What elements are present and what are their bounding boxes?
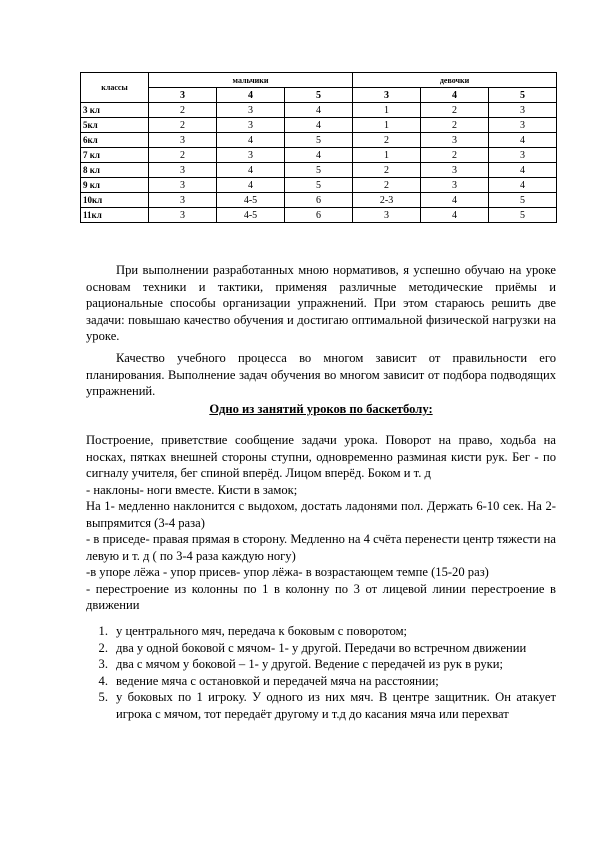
classes-header: классы — [81, 73, 149, 103]
table-cell: 5 — [489, 193, 557, 208]
item-number: 4. — [98, 673, 108, 688]
table-cell: 3 — [421, 133, 489, 148]
table-cell: 3 — [489, 148, 557, 163]
table-header-row — [81, 73, 557, 88]
item-number: 3. — [98, 657, 108, 671]
table-cell: 5 — [285, 163, 353, 178]
list-item — [86, 640, 556, 657]
table-cell: 6 — [285, 208, 353, 223]
table-row — [81, 208, 557, 223]
table-cell: 3 — [149, 178, 217, 193]
paragraph-quality: Качество учебного процесса во многом зависит от правильности его планирования. Выполнение задач обучения во многом зависит от подбора подводящих упражнений. — [86, 351, 556, 398]
item-text: у боковых по 1 игроку. У одного из них мяч. В центре защитник. Он атакует игрока с мячом, тот передаёт другому и т.д до касания мяча или перехват — [116, 690, 556, 721]
table-cell: 3 — [149, 163, 217, 178]
table-cell: 4 — [217, 133, 285, 148]
table-cell: 4-5 — [217, 193, 285, 208]
table-cell: 2 — [353, 133, 421, 148]
grade-header: 3 — [353, 88, 421, 103]
item-text: у центрального мяч, передача к боковым с поворотом; — [116, 624, 408, 638]
lesson-body — [86, 432, 556, 614]
item-text: два с мячом у боковой – 1- у другой. Ведение с передачей из рук в руки; — [116, 657, 504, 671]
table-body — [81, 103, 557, 223]
boys-header: мальчики — [149, 73, 353, 88]
list-item — [86, 673, 556, 690]
paragraph-intro: При выполнении разработанных мною нормативов, я успешно обучаю на уроке основам техники и тактики, применяя различные методические приёмы и рациональные способы организации упражнений. При этом стараюсь решить две задачи: повышаю качество обучения и достигаю оптимальной физической нагрузки на уроке. — [86, 263, 556, 343]
table-cell: 5 — [489, 208, 557, 223]
row-label: 3 кл — [81, 103, 149, 118]
lesson-line: -в упоре лёжа - упор присев- упор лёжа- в возрастающем темпе (15-20 раз) — [86, 565, 489, 579]
table-cell: 2 — [149, 148, 217, 163]
list-item — [86, 656, 556, 673]
table-cell: 3 — [489, 118, 557, 133]
table-cell: 3 — [217, 118, 285, 133]
table-cell: 1 — [353, 103, 421, 118]
table-row — [81, 148, 557, 163]
table-cell: 2 — [353, 163, 421, 178]
norms-table — [80, 72, 557, 223]
item-number: 2. — [98, 640, 108, 655]
item-number: 1. — [98, 624, 108, 638]
table-row — [81, 133, 557, 148]
table-cell: 4 — [285, 148, 353, 163]
row-label: 6кл — [81, 133, 149, 148]
table-cell: 2 — [149, 103, 217, 118]
table-row — [81, 193, 557, 208]
row-label: 8 кл — [81, 163, 149, 178]
table-cell: 3 — [149, 193, 217, 208]
table-cell: 3 — [421, 178, 489, 193]
lesson-heading: Одно из занятий уроков по баскетболу: — [209, 402, 433, 416]
item-text: два у одной боковой с мячом- 1- у другой. Передачи во встречном движении — [116, 640, 527, 655]
lesson-line: Построение, приветствие сообщение задачи урока. Поворот на право, ходьба на носках, пятках внешней стороны ступни, одновременно разминая кисти рук. Бег - по сигналу учителя, бег спиной вперёд. Лицом вперёд. Боком и т. д — [86, 433, 556, 480]
table-cell: 2 — [353, 178, 421, 193]
table-cell: 4 — [285, 118, 353, 133]
table-cell: 2 — [149, 118, 217, 133]
table-cell: 4 — [285, 103, 353, 118]
table-cell: 5 — [285, 133, 353, 148]
table-row — [81, 103, 557, 118]
table-cell: 4-5 — [217, 208, 285, 223]
table-cell: 3 — [149, 208, 217, 223]
table-row — [81, 178, 557, 193]
girls-header: девочки — [353, 73, 557, 88]
grade-header: 4 — [421, 88, 489, 103]
table-cell: 4 — [421, 193, 489, 208]
list-item — [86, 689, 556, 722]
table-cell: 2 — [421, 148, 489, 163]
table-cell: 3 — [149, 133, 217, 148]
table-cell: 2-3 — [353, 193, 421, 208]
row-label: 5кл — [81, 118, 149, 133]
table-cell: 2 — [421, 118, 489, 133]
lesson-line: - наклоны- ноги вместе. Кисти в замок; — [86, 482, 298, 497]
grade-header: 5 — [285, 88, 353, 103]
table-cell: 3 — [489, 103, 557, 118]
table-cell: 4 — [217, 163, 285, 178]
table-cell: 3 — [421, 163, 489, 178]
list-item — [86, 623, 556, 640]
table-row — [81, 163, 557, 178]
grade-header: 3 — [149, 88, 217, 103]
row-label: 10кл — [81, 193, 149, 208]
table-cell: 3 — [353, 208, 421, 223]
table-cell: 3 — [217, 148, 285, 163]
table-cell: 4 — [489, 133, 557, 148]
grade-header: 4 — [217, 88, 285, 103]
table-cell: 3 — [217, 103, 285, 118]
table-row — [81, 118, 557, 133]
exercise-list — [86, 623, 556, 722]
table-cell: 4 — [489, 178, 557, 193]
lesson-line: - в приседе- правая прямая в сторону. Медленно на 4 счёта перенести центр тяжести на левую и т. д ( по 3-4 раза каждую ногу) — [86, 532, 556, 563]
table-cell: 4 — [489, 163, 557, 178]
table-cell: 1 — [353, 118, 421, 133]
table-cell: 4 — [421, 208, 489, 223]
item-number: 5. — [98, 690, 108, 704]
lesson-line: - перестроение из колонны по 1 в колонну по 3 от лицевой линии перестроение в движении — [86, 581, 556, 612]
table-cell: 1 — [353, 148, 421, 163]
row-label: 7 кл — [81, 148, 149, 163]
item-text: ведение мяча с остановкой и передачей мяча на расстоянии; — [116, 673, 439, 688]
row-label: 9 кл — [81, 178, 149, 193]
grade-header-row — [81, 88, 557, 103]
lesson-line: На 1- медленно наклонится с выдохом, достать ладонями пол. Держать 6-10 сек. На 2- выпрямится (3-4 раза) — [86, 499, 556, 530]
table-cell: 5 — [285, 178, 353, 193]
table-cell: 4 — [217, 178, 285, 193]
grade-header: 5 — [489, 88, 557, 103]
row-label: 11кл — [81, 208, 149, 223]
table-cell: 6 — [285, 193, 353, 208]
table-cell: 2 — [421, 103, 489, 118]
